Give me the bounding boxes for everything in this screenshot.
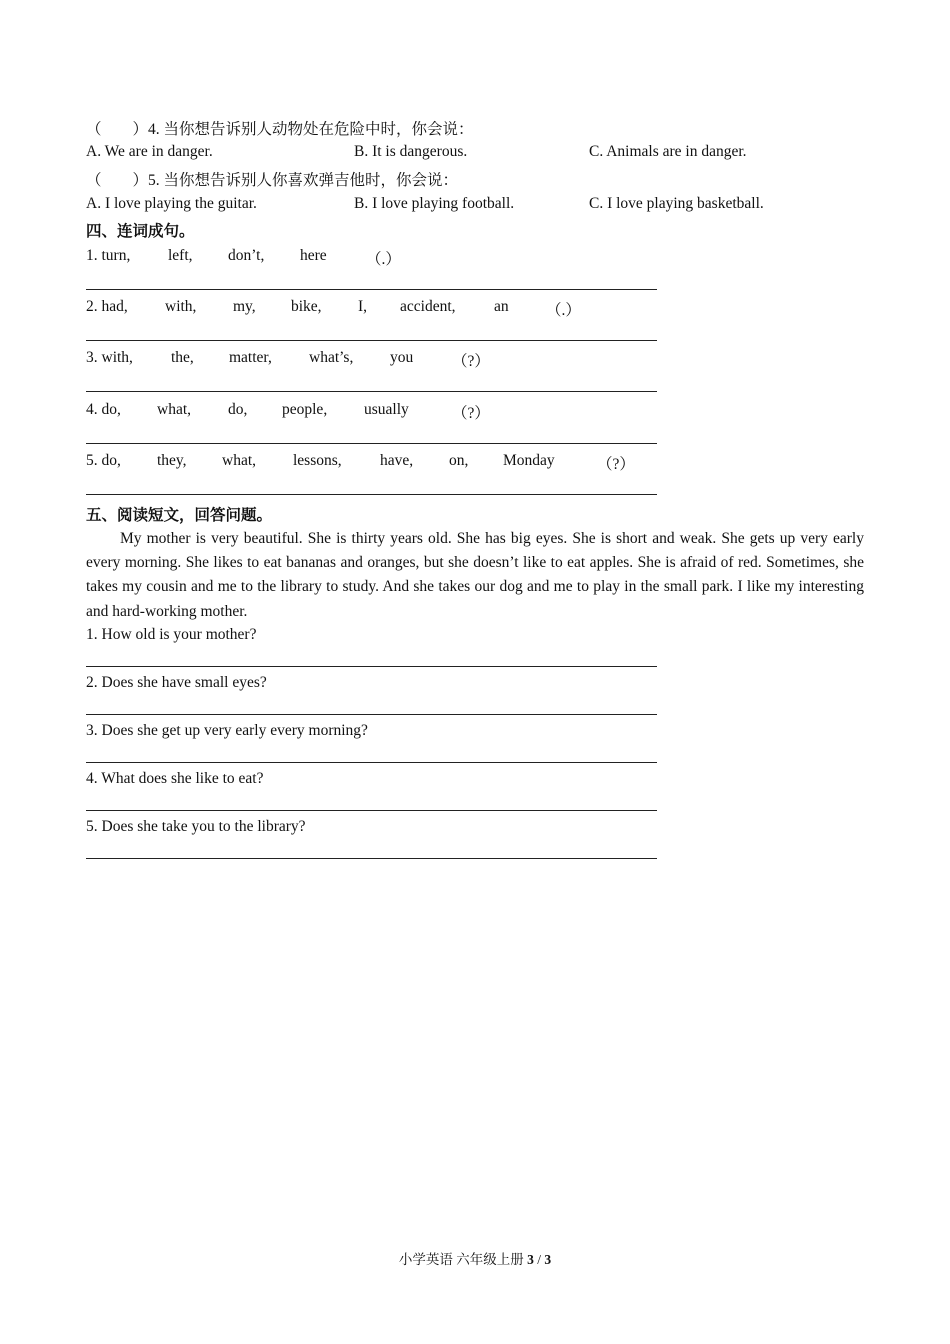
question: 3. Does she get up very early every morning?: [86, 722, 368, 739]
word: （?）: [597, 456, 635, 473]
word: here: [300, 247, 327, 264]
word: （?）: [452, 353, 490, 370]
mc-q4-option-b: B. It is dangerous.: [354, 143, 468, 160]
answer-line[interactable]: [86, 810, 657, 811]
word: have,: [380, 452, 414, 469]
mc-question-5: （ ）5. 当你想告诉别人你喜欢弹吉他时，你会说：: [86, 172, 459, 189]
page-separator: /: [533, 1252, 545, 1267]
mc-q4-option-a: A. We are in danger.: [86, 143, 213, 160]
word: Monday: [503, 452, 555, 469]
word: they,: [157, 452, 187, 469]
section-5-heading: 五、阅读短文，回答问题。: [86, 507, 273, 524]
section-4-heading: 四、连词成句。: [86, 223, 195, 240]
word: you: [390, 349, 414, 366]
footer-label: 小学英语 六年级上册: [398, 1252, 524, 1267]
word: （?）: [452, 405, 490, 422]
word: 4. do,: [86, 401, 121, 418]
page-number: 3: [527, 1252, 534, 1267]
word: bike,: [291, 298, 322, 315]
word: what’s,: [309, 349, 354, 366]
question: 4. What does she like to eat?: [86, 770, 264, 787]
answer-line[interactable]: [86, 762, 657, 763]
word: 3. with,: [86, 349, 133, 366]
answer-line[interactable]: [86, 340, 657, 341]
answer-line[interactable]: [86, 858, 657, 859]
mc-q4-option-c: C. Animals are in danger.: [589, 143, 747, 160]
question: 1. How old is your mother?: [86, 626, 257, 643]
answer-line[interactable]: [86, 443, 657, 444]
answer-line[interactable]: [86, 289, 657, 290]
word: with,: [165, 298, 197, 315]
word: what,: [222, 452, 257, 469]
question: 2. Does she have small eyes?: [86, 674, 267, 691]
answer-line[interactable]: [86, 714, 657, 715]
word: what,: [157, 401, 192, 418]
word: don’t,: [228, 247, 265, 264]
answer-line[interactable]: [86, 666, 657, 667]
mc-question-4: （ ）4. 当你想告诉别人动物处在危险中时，你会说：: [86, 121, 474, 138]
word: people,: [282, 401, 328, 418]
word: on,: [449, 452, 469, 469]
mc-q5-option-c: C. I love playing basketball.: [589, 195, 764, 212]
answer-line[interactable]: [86, 494, 657, 495]
question: 5. Does she take you to the library?: [86, 818, 306, 835]
reading-passage: My mother is very beautiful. She is thirty years old. She has big eyes. She is short and weak. She gets up very early every morning. She likes to eat bananas and oranges, but she doesn’t like to eat apples. She is afraid of red. Sometimes, she takes my cousin and me to the library to study. And she takes our dog and me to play in the small park. I like my interesting and hard-working mother.: [86, 530, 864, 620]
answer-line[interactable]: [86, 391, 657, 392]
mc-q5-option-a: A. I love playing the guitar.: [86, 195, 257, 212]
word: matter,: [229, 349, 272, 366]
word: an: [494, 298, 509, 315]
word: lessons,: [293, 452, 342, 469]
word: （.）: [366, 251, 401, 268]
word: my,: [233, 298, 256, 315]
word: （.）: [546, 302, 581, 319]
word: 5. do,: [86, 452, 121, 469]
word: usually: [364, 401, 409, 418]
word: 2. had,: [86, 298, 128, 315]
word: 1. turn,: [86, 247, 131, 264]
word: accident,: [400, 298, 456, 315]
word: I,: [358, 298, 368, 315]
word: the,: [171, 349, 194, 366]
word: left,: [168, 247, 193, 264]
page-footer: [0, 1248, 950, 1268]
mc-q5-option-b: B. I love playing football.: [354, 195, 515, 212]
page-total: 3: [544, 1252, 552, 1267]
word: do,: [228, 401, 248, 418]
